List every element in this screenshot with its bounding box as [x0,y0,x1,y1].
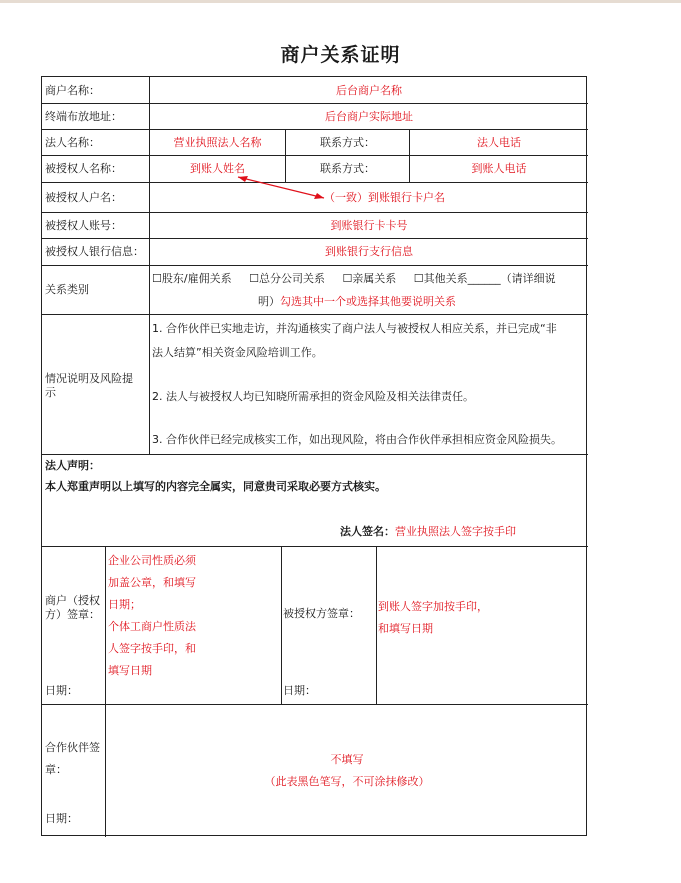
top-edge-line [0,0,681,3]
declaration-heading: 法人声明： [45,459,100,472]
terminal-address-label: 终端布放地址： [45,110,122,123]
partner-sign-label: 合作伙伴签 章： [45,741,100,776]
account-number-value: 到账银行卡卡号 [330,219,408,232]
authorized-date-label: 日期： [283,684,316,697]
merchant-date-label: 日期： [45,684,78,697]
checkbox-other[interactable]: ☐其他关系______ [413,272,501,285]
terminal-address-value: 后台商户实际地址 [325,110,413,123]
account-number-label: 被授权人账号： [45,219,122,232]
legal-person-label: 法人名称： [45,136,100,149]
relationship-options [152,272,586,286]
col-divider [105,546,106,704]
legal-signature: 法人签名：营业执照法人签字按手印 [340,525,516,538]
col-divider [105,704,106,837]
detail-open: （请详细说 [500,272,556,285]
partner-note-1: 不填写 [330,753,364,766]
bank-info-label: 被授权人银行信息： [45,245,144,258]
bank-info-value: 到账银行支行信息 [325,245,413,258]
authorized-phone-value: 到账人电话 [471,162,527,175]
row-divider [42,454,588,455]
risk-label: 情况说明及风险提 示 [45,372,133,399]
relationship-second-line: 明）勾选其中一个或选择其他要说明关系 [258,295,456,308]
risk-p1-cont: 法人结算”相关资金风险培训工作。 [152,346,323,359]
authorized-sign-label: 被授权方签章： [283,607,360,620]
authorized-name-label: 被授权人名称： [45,162,122,175]
partner-date-label: 日期： [45,812,78,825]
account-name-value: （一致）到账银行卡户名 [324,191,445,204]
checkbox-branch[interactable]: ☐总分公司关系 [249,272,325,285]
merchant-name-value: 后台商户名称 [336,84,402,97]
risk-p3: 3. 合作伙伴已经完成核实工作，如出现风险，将由合作伙伴承担相应资金风险损失。 [152,433,562,446]
authorized-name-value: 到账人姓名 [190,162,245,175]
risk-p1: 1. 合作伙伴已实地走访，并沟通核实了商户法人与被授权人相应关系，并已完成“非 [152,322,557,335]
partner-note-2: （此表黑色笔写，不可涂抹修改） [264,775,430,788]
row-divider [42,546,588,547]
row-divider [42,238,588,239]
merchant-sign-label: 商户（授权 方）签章： [45,594,100,621]
merchant-sign-note: 企业公司性质必须 加盖公章，和填写 日期； 个体工商户性质法 人签字按手印，和 填写日期 [108,554,196,677]
page-title: 商户关系证明 [280,44,401,66]
relationship-form [41,76,587,836]
legal-person-value: 营业执照法人名称 [173,136,262,149]
contact-label: 联系方式： [320,162,375,175]
checkbox-shareholder[interactable]: ☐股东/雇佣关系 [152,272,232,285]
authorized-sign-note: 到账人签字加按手印， 和填写日期 [378,600,488,635]
row-divider [42,704,588,705]
link-arrow [42,77,588,217]
declaration-text: 本人郑重声明以上填写的内容完全属实，同意贵司采取必要方式核实。 [45,480,386,493]
checkbox-relative[interactable]: ☐亲属关系 [342,272,397,285]
contact-label: 联系方式： [320,136,375,149]
merchant-name-label: 商户名称： [45,84,100,97]
relationship-label: 关系类别 [45,283,89,296]
risk-p2: 2. 法人与被授权人均已知晓所需承担的资金风险及相关法律责任。 [152,390,474,403]
row-divider [42,265,588,266]
account-name-label: 被授权人户名： [45,191,122,204]
row-divider [42,314,588,315]
col-divider [281,546,282,704]
legal-phone-value: 法人电话 [477,136,521,149]
relationship-hint: 勾选其中一个或选择其他要说明关系 [280,295,456,308]
col-divider [376,546,377,704]
